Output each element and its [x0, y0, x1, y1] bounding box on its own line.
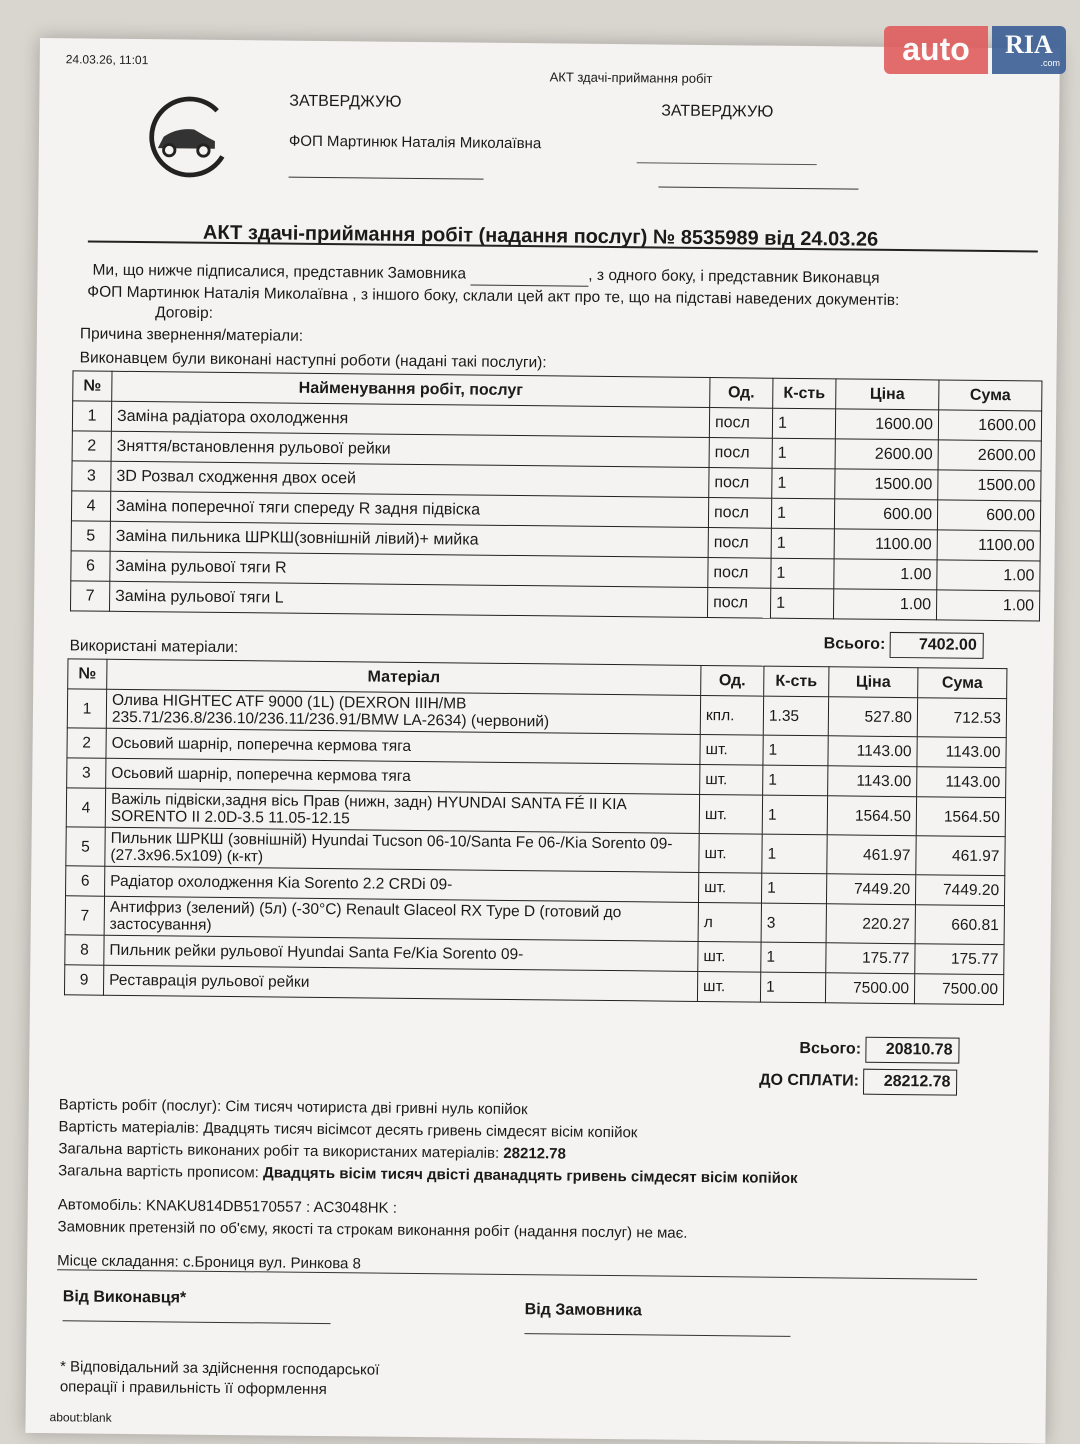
row-number: 1 [67, 689, 106, 729]
row-price: 7449.20 [826, 874, 915, 905]
row-qty: 1.35 [763, 696, 828, 736]
col-price: Ціна [836, 379, 939, 410]
row-sum: 1100.00 [937, 530, 1040, 561]
grand-total-words [58, 1162, 798, 1187]
row-number: 4 [71, 491, 110, 521]
row-sum: 600.00 [937, 500, 1040, 531]
row-unit: посл [708, 498, 771, 529]
row-price: 461.97 [827, 835, 916, 875]
row-unit: посл [708, 558, 771, 589]
print-timestamp: 24.03.26, 11:01 [65, 52, 149, 68]
materials-total-value: 20810.78 [865, 1037, 959, 1064]
col-qty: К-сть [773, 378, 836, 409]
row-qty: 1 [762, 795, 827, 835]
row-sum: 7449.20 [915, 875, 1004, 906]
row-price: 1143.00 [828, 766, 917, 797]
row-number: 4 [66, 788, 105, 828]
row-name: Реставрація рульової рейки [103, 966, 697, 1002]
row-unit: кпл. [700, 695, 763, 735]
row-qty: 1 [762, 834, 827, 874]
row-qty: 1 [763, 765, 828, 796]
approve-left-signature-line [289, 177, 484, 180]
row-number: 3 [67, 758, 106, 788]
row-name: Важіль підвіски,задня вісь Прав (нижн, задн) HYUNDAI SANTA FÉ II KIA SORENTO II 2.0D-3.5 11.05-12.15 [105, 788, 699, 833]
intro-line-2: ФОП Мартинюк Наталія Миколаївна , з іншого боку, склали цей акт про те, що на підставі наведених документів: [87, 283, 900, 310]
row-qty: 3 [761, 903, 826, 943]
customer-signature-label: Від Замовника [524, 1301, 642, 1320]
works-total [824, 631, 984, 659]
row-sum: 1143.00 [917, 767, 1006, 798]
row-qty: 1 [771, 528, 834, 559]
row-name: 3D Розвал сходження двох осей [111, 461, 709, 497]
autoria-watermark [884, 22, 1068, 78]
row-qty: 1 [770, 588, 833, 619]
browser-footer: about:blank [49, 1410, 112, 1425]
row-price: 1.00 [834, 559, 937, 590]
row-price: 220.27 [826, 904, 915, 944]
approve-right-line-1 [637, 162, 817, 165]
row-price: 175.77 [826, 943, 915, 974]
row-price: 7500.00 [825, 973, 914, 1004]
row-number: 2 [72, 431, 111, 461]
to-pay [759, 1068, 958, 1096]
row-number: 7 [65, 896, 104, 936]
row-price: 1.00 [833, 589, 936, 620]
col-unit: Од. [710, 378, 773, 409]
works-total-label: Всього: [823, 635, 886, 653]
car-logo-icon [138, 89, 234, 185]
row-unit: посл [707, 588, 770, 619]
print-header-title: АКТ здачі-приймання робіт [549, 69, 713, 87]
words-value: Двадцять вісім тисяч двісті дванадцять гривень сімдесят вісім копійок [262, 1164, 798, 1187]
intro-text-a: Ми, що нижче підписалися, представник Замовника [92, 261, 467, 283]
row-name: Пильник рейки рульової Hyundai Santa Fe/Kia Sorento 09- [104, 936, 698, 972]
watermark-left-block [884, 26, 988, 74]
row-name: Заміна рульової тяги R [110, 551, 708, 587]
row-sum: 1600.00 [938, 410, 1041, 441]
row-name: Заміна радіатора охолодження [111, 401, 709, 437]
watermark-brand-right: RIA [1005, 30, 1053, 59]
row-qty: 1 [772, 438, 835, 469]
watermark-domain: .com [1040, 58, 1060, 68]
car-line: Автомобіль: KNAKU814DB5170557 : AC3048HK : [57, 1196, 398, 1217]
row-sum: 1.00 [936, 590, 1039, 621]
grand-total-label: Загальна вартість виконаних робіт та використаних матеріалів: [58, 1140, 500, 1162]
col-material: Матеріал [107, 659, 701, 695]
approve-right-signature-line [658, 186, 858, 189]
row-price: 527.80 [828, 697, 917, 737]
no-claims: Замовник претензій по об'єму, якості та строкам виконання робіт (надання послуг) не має. [57, 1218, 688, 1242]
to-pay-label: ДО СПЛАТИ: [759, 1071, 860, 1090]
watermark-right-block [992, 26, 1066, 74]
row-number: 5 [66, 827, 105, 867]
row-unit: шт. [700, 735, 763, 766]
row-number: 6 [66, 866, 105, 896]
row-unit: посл [709, 408, 772, 439]
to-pay-value: 28212.78 [863, 1069, 957, 1096]
row-unit: л [698, 903, 761, 943]
row-name: Заміна поперечної тяги спереду R задня підвіска [110, 491, 708, 527]
col-sum: Сума [939, 380, 1042, 411]
row-name: Радіатор охолодження Kia Sorento 2.2 CRDi 09- [105, 867, 699, 903]
row-qty: 1 [772, 408, 835, 439]
customer-blank [470, 265, 588, 287]
row-price: 1500.00 [835, 469, 938, 500]
document-sheet [25, 38, 1060, 1444]
row-number: 7 [71, 581, 110, 611]
row-number: 9 [64, 965, 103, 995]
row-qty: 1 [761, 873, 826, 904]
act-title: АКТ здачі-приймання робіт (надання послуг) № 8535989 від 24.03.26 [202, 221, 879, 251]
approve-right-heading: ЗАТВЕРДЖУЮ [661, 102, 774, 121]
row-unit: посл [709, 468, 772, 499]
place-line: Місце складання: с.Брониця вул. Ринкова 8 [57, 1252, 977, 1280]
row-price: 600.00 [834, 499, 937, 530]
grand-total-line [58, 1140, 566, 1162]
row-qty: 1 [772, 468, 835, 499]
customer-signature-line [524, 1333, 790, 1337]
row-sum: 461.97 [916, 836, 1005, 876]
materials-cost-words: Вартість матеріалів: Двадцять тисяч вісімсот десять гривень сімдесят вісім копійок [58, 1118, 638, 1142]
row-number: 1 [72, 401, 111, 431]
row-sum: 1.00 [937, 560, 1040, 591]
row-name: Осьовий шарнір, поперечна кермова тяга [106, 728, 700, 764]
row-unit: посл [709, 438, 772, 469]
row-unit: шт. [700, 765, 763, 796]
works-intro: Виконавцем були виконані наступні роботи (надані такі послуги): [79, 349, 547, 372]
row-price: 1143.00 [828, 736, 917, 767]
reason-label: Причина звернення/матеріали: [79, 325, 304, 345]
words-label: Загальна вартість прописом: [58, 1162, 259, 1182]
row-name: Заміна рульової тяги L [110, 581, 708, 617]
row-number: 2 [67, 728, 106, 758]
footnote-line-1: * Відповідальний за здійснення господарської [59, 1358, 380, 1379]
row-unit: шт. [698, 873, 761, 904]
grand-total-value: 28212.78 [503, 1144, 567, 1163]
row-sum: 175.77 [915, 944, 1004, 975]
row-qty: 1 [760, 972, 825, 1003]
watermark-brand-left: auto [902, 31, 970, 67]
row-number: 3 [72, 461, 111, 491]
intro-text-b: , з одного боку, і представник Виконавця [588, 266, 880, 287]
row-number: 5 [71, 521, 110, 551]
row-sum: 1500.00 [938, 470, 1041, 501]
col-number: № [73, 371, 112, 401]
works-total-value: 7402.00 [890, 632, 984, 659]
row-name: Антифриз (зелений) (5л) (-30°C) Renault Glaceol RX Type D (готовий до застосування) [104, 897, 698, 942]
row-name: Зняття/встановлення рульової рейки [111, 431, 709, 467]
row-unit: шт. [698, 942, 761, 973]
row-name: Осьовий шарнір, поперечна кермова тяга [106, 758, 700, 794]
row-unit: шт. [697, 972, 760, 1003]
row-qty: 1 [763, 735, 828, 766]
works-table [70, 370, 1042, 621]
materials-intro: Використані матеріали: [69, 637, 239, 657]
row-qty: 1 [771, 558, 834, 589]
row-sum: 712.53 [917, 698, 1006, 738]
materials-table [64, 658, 1007, 1005]
col-sum: Сума [918, 668, 1007, 699]
col-qty: К-сть [764, 666, 829, 697]
materials-total-label: Всього: [799, 1040, 862, 1058]
row-name: Олива HIGHTEC ATF 9000 (1L) (DEXRON IIIH/MB 235.71/236.8/236.10/236.11/236.91/BMW LA-2634) (червоний) [106, 689, 700, 734]
col-unit: Од. [701, 665, 764, 696]
row-unit: посл [708, 528, 771, 559]
contract-label: Договір: [155, 304, 214, 322]
row-name: Заміна пильника ШРКШ(зовнішній лівий)+ мийка [110, 521, 708, 557]
row-name: Пильник ШРКШ (зовнішній) Hyundai Tucson 06-10/Santa Fe 06-/Kia Sorento 09- (27.3x96.5x109) (к-кт) [105, 827, 699, 872]
col-price: Ціна [829, 667, 918, 698]
row-sum: 1564.50 [916, 797, 1005, 837]
row-price: 1600.00 [835, 409, 938, 440]
approve-left-heading: ЗАТВЕРДЖУЮ [289, 92, 402, 111]
executor-signature-line [63, 1320, 331, 1324]
col-name: Найменування робіт, послуг [112, 371, 710, 407]
approve-left-name: ФОП Мартинюк Наталія Миколаївна [288, 132, 542, 153]
row-sum: 2600.00 [938, 440, 1041, 471]
row-number: 6 [71, 551, 110, 581]
row-price: 1100.00 [834, 529, 937, 560]
row-sum: 1143.00 [917, 737, 1006, 768]
row-unit: шт. [699, 834, 762, 874]
works-cost-words: Вартість робіт (послуг): Сім тисяч чотириста дві гривні нуль копійок [58, 1096, 528, 1119]
col-number: № [68, 659, 107, 689]
row-qty: 1 [771, 498, 834, 529]
footnote-line-2: операції і правильність її оформлення [59, 1378, 327, 1399]
row-sum: 7500.00 [914, 974, 1003, 1005]
row-sum: 660.81 [915, 905, 1004, 945]
row-qty: 1 [761, 942, 826, 973]
row-number: 8 [65, 935, 104, 965]
executor-signature-label: Від Виконавця* [62, 1288, 187, 1307]
row-price: 2600.00 [835, 439, 938, 470]
row-price: 1564.50 [827, 796, 916, 836]
row-unit: шт. [699, 795, 762, 835]
materials-total [799, 1036, 959, 1064]
